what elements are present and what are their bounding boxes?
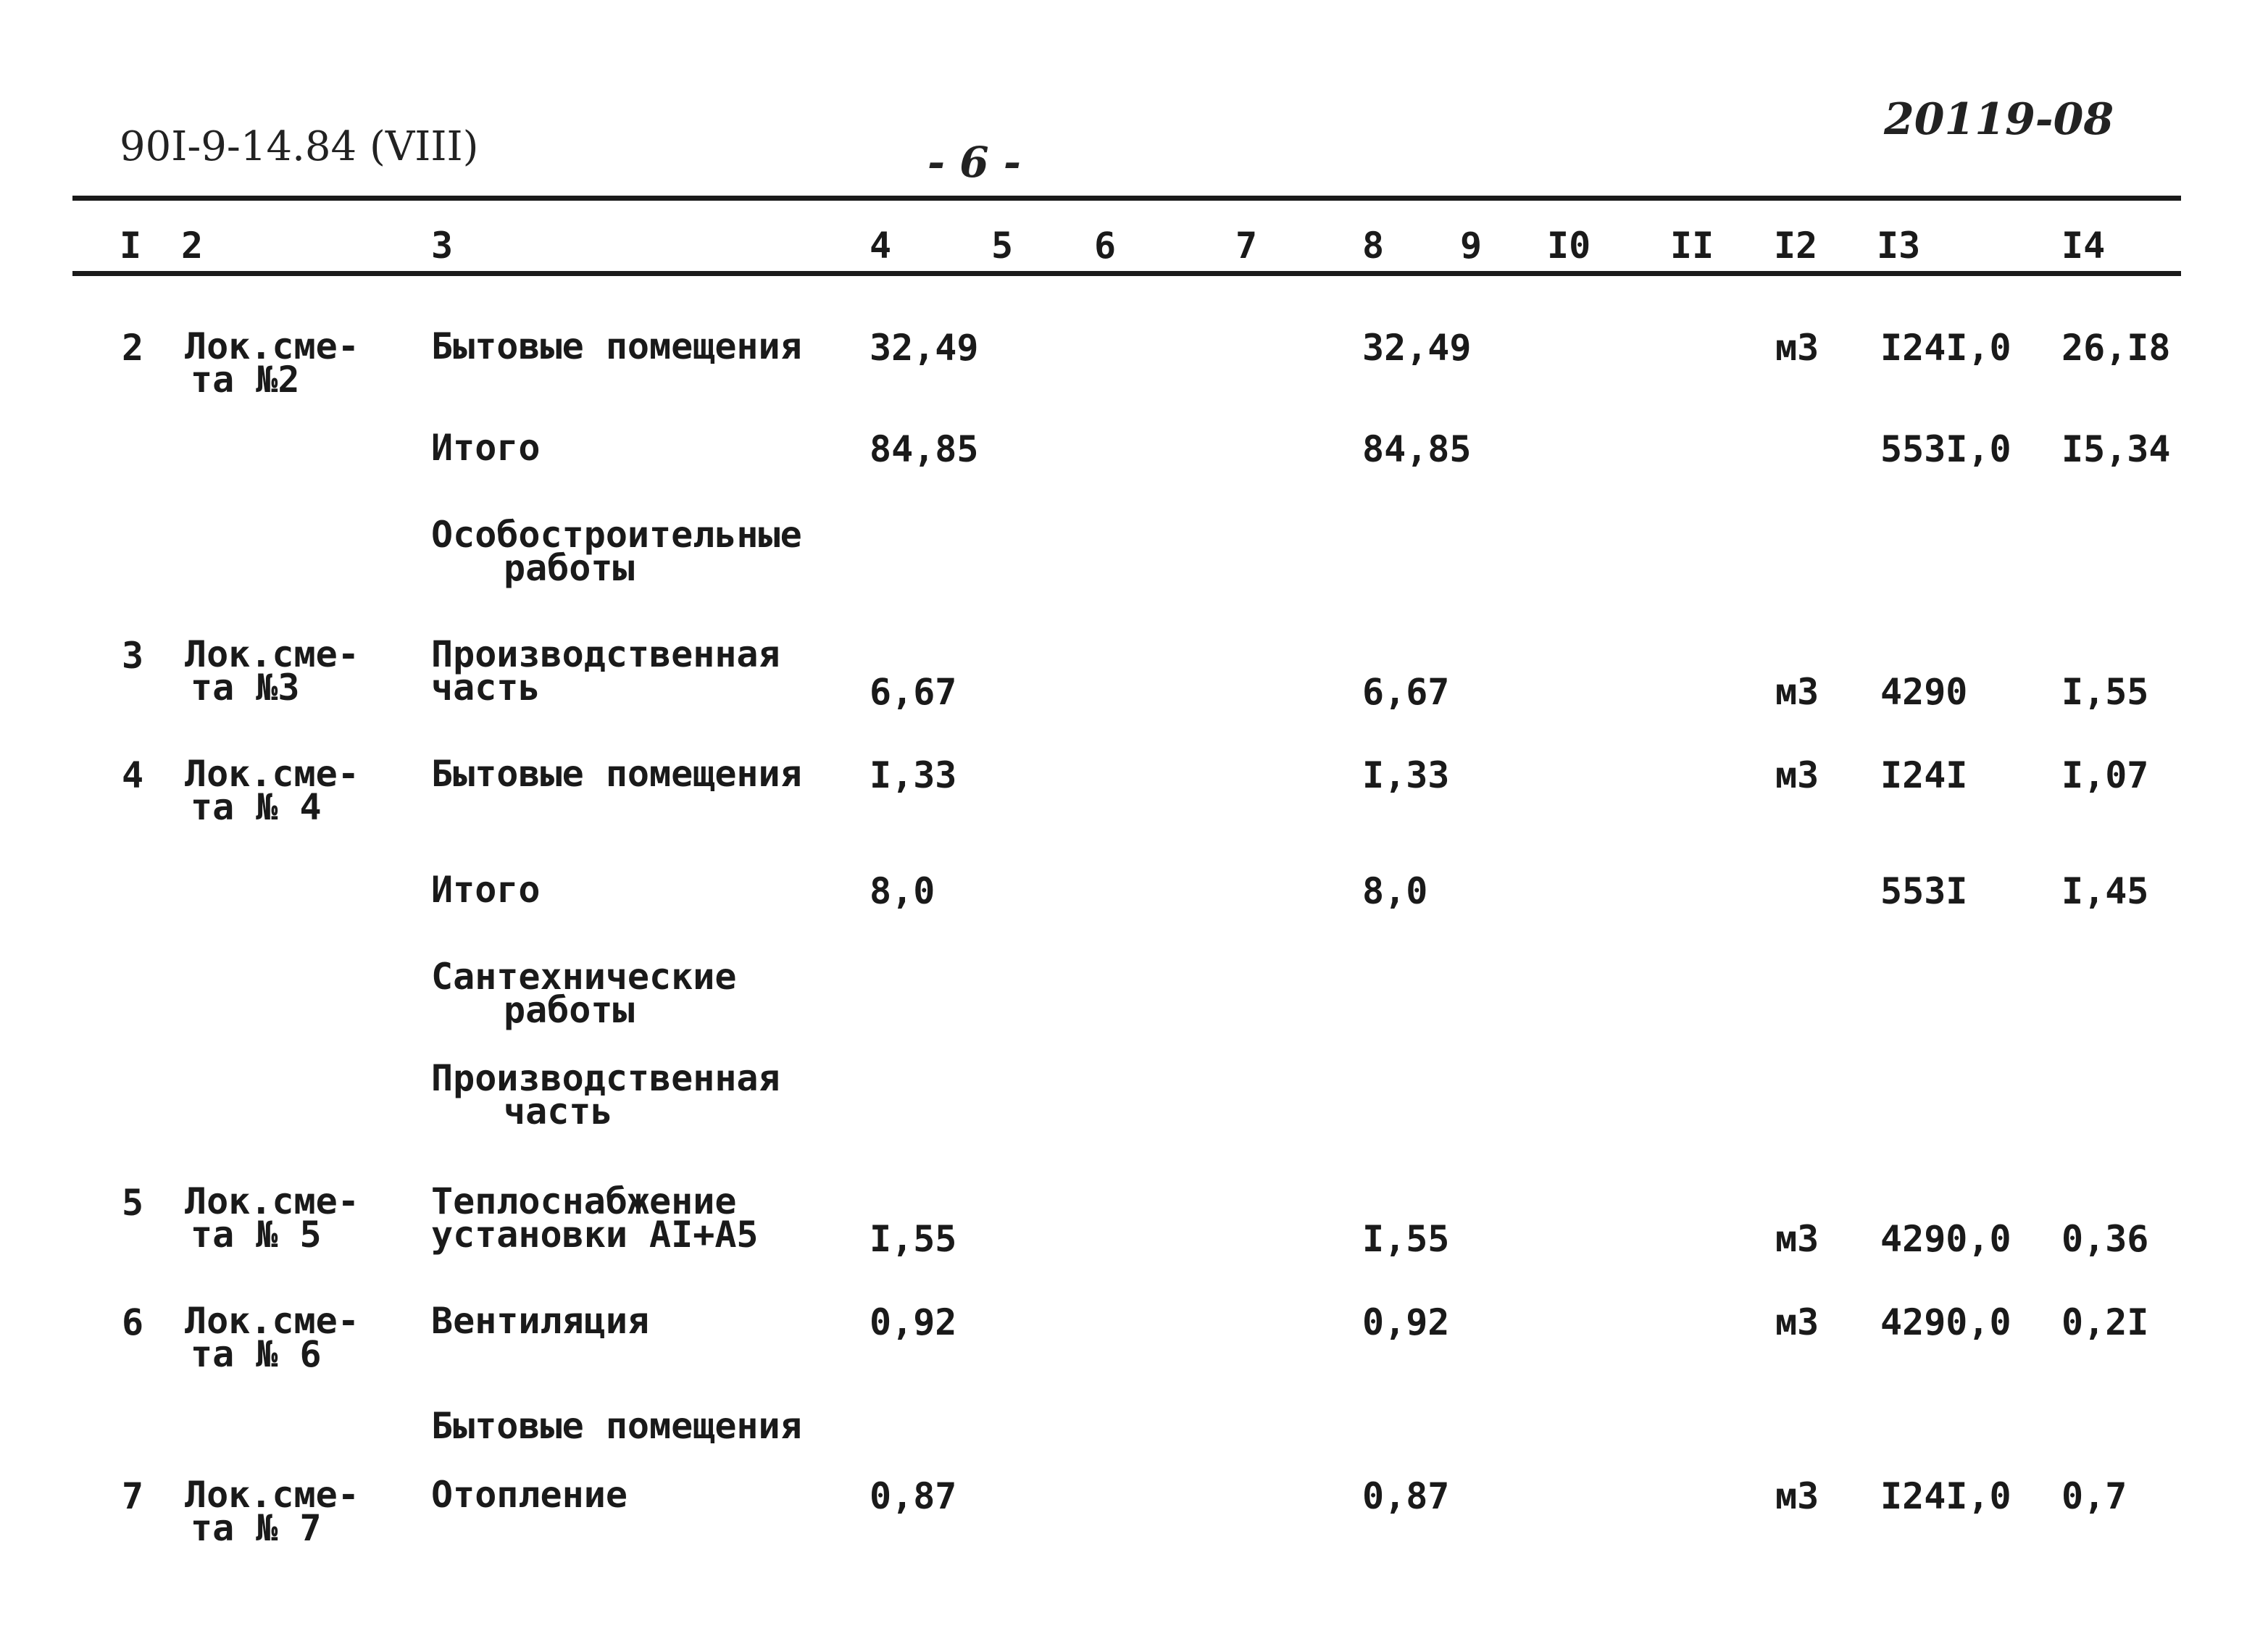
unit-cell: м3	[1775, 1301, 1819, 1343]
value-c13: 553I,0	[1880, 428, 2011, 470]
work-name: Бытовые помещения	[431, 753, 802, 795]
estimate-reference: та № 6	[191, 1333, 322, 1375]
column-header-9: 9	[1460, 225, 1483, 267]
work-name: Вентиляция	[431, 1300, 650, 1342]
estimate-reference: та № 4	[191, 786, 322, 828]
work-name: работы	[504, 547, 635, 589]
value-c4: I,33	[870, 754, 957, 796]
value-c14: I,45	[2061, 870, 2149, 912]
column-header-11: II	[1670, 225, 1714, 267]
column-header-3: 3	[431, 225, 454, 267]
estimate-reference: Лок.сме-	[185, 753, 359, 795]
value-c14: 0,7	[2061, 1475, 2127, 1517]
estimate-reference: Лок.сме-	[185, 1180, 359, 1222]
estimate-reference: Лок.сме-	[185, 325, 359, 367]
estimate-reference: та № 7	[191, 1507, 322, 1549]
table-header-rule	[72, 271, 2181, 276]
column-header-6: 6	[1094, 225, 1117, 267]
work-name: Производственная	[431, 1057, 780, 1099]
value-c14: 26,I8	[2061, 327, 2171, 369]
value-c13: I24I,0	[1880, 327, 2011, 369]
work-name: Итого	[431, 869, 541, 911]
row-number: 4	[122, 754, 144, 796]
value-c4: 8,0	[870, 870, 935, 912]
column-header-8: 8	[1362, 225, 1385, 267]
row-number: 6	[122, 1301, 144, 1343]
column-header-13: I3	[1877, 225, 1921, 267]
estimate-reference: Лок.сме-	[185, 1300, 359, 1342]
value-c13: 4290	[1880, 671, 1968, 713]
column-header-12: I2	[1774, 225, 1818, 267]
unit-cell: м3	[1775, 671, 1819, 713]
work-name: Производственная	[431, 633, 780, 675]
work-name: работы	[504, 989, 635, 1031]
value-c13: 4290,0	[1880, 1301, 2011, 1343]
estimate-reference: та №2	[191, 359, 300, 401]
work-name: Бытовые помещения	[431, 1405, 802, 1447]
value-c4: 6,67	[870, 671, 957, 713]
value-c4: I,55	[870, 1218, 957, 1260]
table-top-rule	[72, 196, 2181, 201]
column-header-7: 7	[1235, 225, 1258, 267]
work-name: Отопление	[431, 1474, 628, 1516]
work-name: Сантехнические	[431, 956, 737, 998]
work-name: часть	[504, 1090, 613, 1132]
column-header-5: 5	[991, 225, 1014, 267]
value-c8: 0,92	[1362, 1301, 1450, 1343]
estimate-reference: та №3	[191, 667, 300, 709]
column-header-4: 4	[870, 225, 892, 267]
unit-cell: м3	[1775, 1218, 1819, 1260]
row-number: 7	[122, 1475, 144, 1517]
value-c8: I,33	[1362, 754, 1450, 796]
value-c13: 4290,0	[1880, 1218, 2011, 1260]
value-c14: 0,2I	[2061, 1301, 2149, 1343]
work-name: часть	[431, 667, 541, 709]
value-c8: 6,67	[1362, 671, 1450, 713]
estimate-reference: Лок.сме-	[185, 633, 359, 675]
work-name: установки AI+A5	[431, 1214, 759, 1256]
row-number: 2	[122, 327, 144, 369]
column-header-2: 2	[181, 225, 204, 267]
value-c4: 32,49	[870, 327, 979, 369]
value-c8: 8,0	[1362, 870, 1428, 912]
value-c8: 32,49	[1362, 327, 1472, 369]
work-name: Теплоснабжение	[431, 1180, 737, 1222]
archive-number: 20119-08	[1884, 94, 2114, 145]
unit-cell: м3	[1775, 1475, 1819, 1517]
unit-cell: м3	[1775, 327, 1819, 369]
work-name: Итого	[431, 427, 541, 469]
value-c4: 84,85	[870, 428, 979, 470]
work-name: Особостроительные	[431, 514, 802, 556]
estimate-reference: та № 5	[191, 1214, 322, 1256]
value-c4: 0,87	[870, 1475, 957, 1517]
value-c13: I24I	[1880, 754, 1968, 796]
value-c13: 553I	[1880, 870, 1968, 912]
value-c4: 0,92	[870, 1301, 957, 1343]
value-c13: I24I,0	[1880, 1475, 2011, 1517]
column-header-1: I	[120, 225, 142, 267]
value-c14: I,07	[2061, 754, 2149, 796]
row-number: 5	[122, 1182, 144, 1224]
work-name: Бытовые помещения	[431, 325, 802, 367]
row-number: 3	[122, 635, 144, 677]
document-code: 90I-9-14.84 (VIII)	[120, 123, 479, 170]
value-c8: I,55	[1362, 1218, 1450, 1260]
value-c14: I,55	[2061, 671, 2149, 713]
page-number: - 6 -	[927, 138, 1021, 187]
unit-cell: м3	[1775, 754, 1819, 796]
value-c8: 84,85	[1362, 428, 1472, 470]
value-c8: 0,87	[1362, 1475, 1450, 1517]
column-header-10: I0	[1547, 225, 1591, 267]
value-c14: 0,36	[2061, 1218, 2149, 1260]
value-c14: I5,34	[2061, 428, 2171, 470]
column-header-14: I4	[2061, 225, 2106, 267]
estimate-reference: Лок.сме-	[185, 1474, 359, 1516]
